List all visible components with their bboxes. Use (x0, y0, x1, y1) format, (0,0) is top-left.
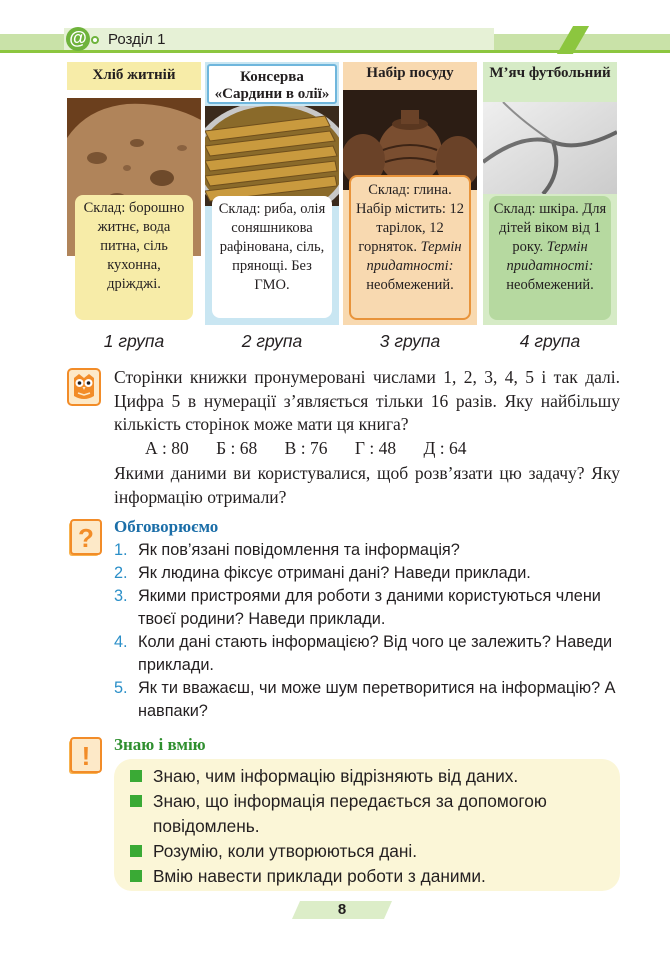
card-note-text: Склад: шкіра. Для дітей віком від 1 року. (493, 201, 607, 255)
at-sign-icon: @ (66, 27, 90, 51)
answer-e: Д : 64 (423, 438, 467, 458)
bullet-square-icon (130, 770, 142, 782)
list-item (128, 864, 614, 889)
item-text: Якими пристроями для роботи з даними користуються члени твоєї родини? Наведи приклади. (138, 587, 601, 628)
item-text: Як людина фіксує отримані дані? Наведи приклади. (138, 564, 531, 582)
item-number: 2. (114, 564, 128, 582)
list-item (114, 631, 624, 677)
answer-options (145, 438, 490, 459)
page-number: 8 (337, 901, 347, 918)
bullet-square-icon (130, 845, 142, 857)
item-text: Розумію, коли утворюються дані. (153, 841, 418, 861)
list-item (114, 677, 624, 723)
answer-d: Г : 48 (354, 438, 397, 458)
item-text: Вмію навести приклади роботи з даними. (153, 866, 486, 886)
group-label-4: 4 група (519, 331, 581, 351)
know-list (128, 764, 614, 889)
svg-text:?: ? (78, 523, 94, 553)
list-item (128, 839, 614, 864)
answer-a: А : 80 (145, 438, 189, 458)
discuss-title: Обговорюємо (114, 517, 219, 536)
item-number: 1. (114, 541, 128, 559)
item-text: Коли дані стають інформацією? Від чого це залежить? Наведи приклади. (138, 633, 613, 674)
answer-c: В : 76 (284, 438, 328, 458)
card-note-italic: Термін придатності: (506, 239, 594, 274)
list-item (114, 562, 624, 585)
list-item (114, 585, 624, 631)
card-note-text: Склад: глина. Набір містить: 12 тарілок, 12 горняток. (355, 182, 465, 255)
header-dot-icon (91, 36, 99, 44)
card-note: Склад: риба, олія соняшникова рафінована, сіль, прянощі. Без ГМО. (212, 196, 332, 318)
ball-photo (483, 102, 617, 194)
group-label-1: 1 група (103, 331, 165, 351)
task-text: Сторінки книжки пронумеровані числами 1, 2, 3, 4, 5 і так далі. Цифра 5 в нумерації з’являється тільки 16 разів. Яку найбільшу кількість сторінок може мати ця книга? (114, 367, 620, 434)
card-pottery (343, 62, 477, 325)
group-label-3: 3 група (379, 331, 441, 351)
item-text: Як ти вважаєш, чи може шум перетворитися на інформацію? А навпаки? (138, 679, 616, 720)
answer-b: Б : 68 (216, 438, 258, 458)
item-text: Як пов’язані повідомлення та інформація? (138, 541, 460, 559)
card-note (489, 196, 611, 320)
know-title: Знаю і вмію (114, 735, 206, 754)
card-title: Хліб житній (67, 62, 201, 90)
card-sardines (205, 62, 339, 325)
section-title: Розділ 1 (108, 31, 166, 48)
card-title: Набір посуду (343, 62, 477, 90)
card-note (349, 175, 471, 320)
task-followup: Якими даними ви користувалися, щоб розв’язати цю задачу? Яку інформацію отримали? (114, 463, 620, 507)
list-item (128, 764, 614, 789)
card-note-tail: необмежений. (366, 277, 454, 293)
discuss-list (114, 539, 624, 723)
sardines-photo (205, 106, 339, 206)
item-text: Знаю, що інформація передається за допомогою повідомлень. (153, 791, 547, 836)
card-bread (67, 62, 201, 325)
owl-icon (67, 368, 101, 406)
card-title: Консерва «Сардини в олії» (207, 64, 337, 104)
card-note: Склад: борошно житнє, вода питна, сіль кухонна, дріжджі. (75, 195, 193, 320)
item-number: 3. (114, 587, 128, 605)
exclamation-icon (67, 736, 103, 776)
list-item (114, 539, 624, 562)
list-item (128, 789, 614, 839)
card-title: М’яч футбольний (483, 62, 617, 102)
card-note-italic: Термін придатності: (366, 239, 462, 274)
card-ball (483, 62, 617, 325)
item-number: 5. (114, 679, 128, 697)
card-note-tail: необмежений. (506, 277, 594, 293)
bullet-square-icon (130, 870, 142, 882)
group-label-2: 2 група (241, 331, 303, 351)
item-text: Знаю, чим інформацію відрізняють від даних. (153, 766, 519, 786)
svg-text:!: ! (81, 741, 91, 771)
item-number: 4. (114, 633, 128, 651)
bullet-square-icon (130, 795, 142, 807)
question-mark-icon (67, 518, 103, 558)
